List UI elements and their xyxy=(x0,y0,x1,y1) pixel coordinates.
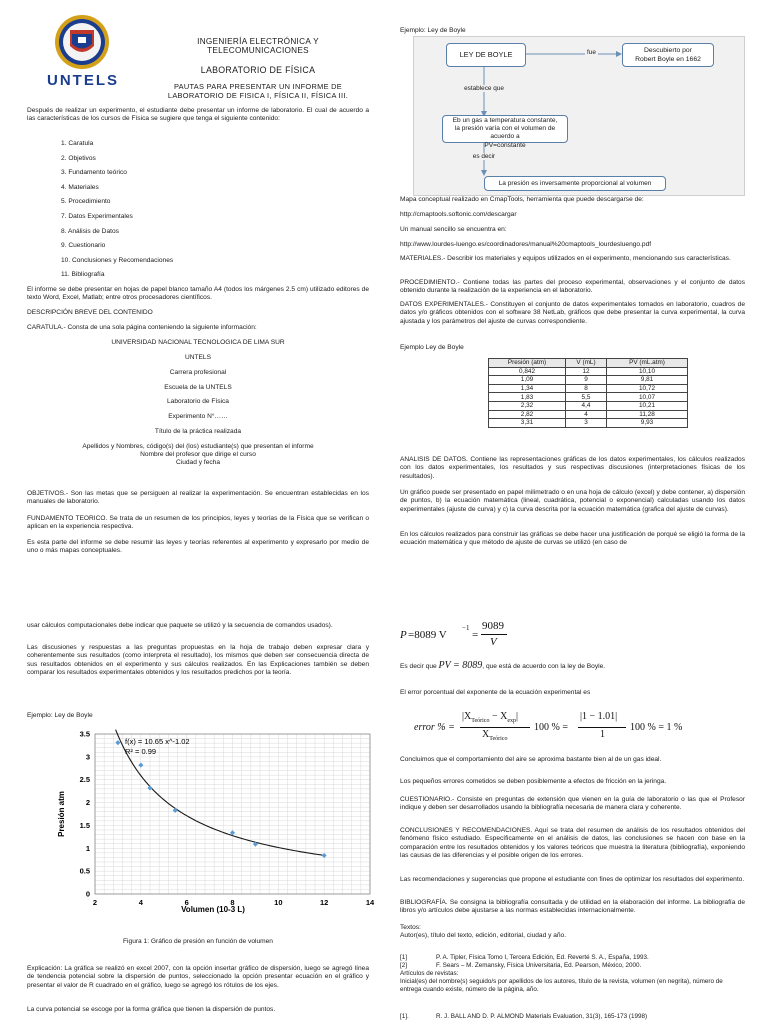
table-cell: 10,10 xyxy=(607,367,688,376)
header-line-2: TELECOMUNICACIONES xyxy=(207,46,309,55)
logo-wordmark: UNTELS xyxy=(47,72,119,89)
fundamento-paragraph: FUNDAMENTO TEORICO. Se trata de un resumen de los principios, leyes y teorías de la Física que se verifican o aplican en la experiencia respectiva. xyxy=(27,515,369,531)
data-point xyxy=(138,763,143,768)
map-node-descubierto xyxy=(622,43,714,67)
y-tick-label: 0 xyxy=(85,889,90,899)
format-paragraph: El informe se debe presentar en hojas de papel blanco tamaño A4 (todos los márgenes 2.5 cm) utilizado editores de texto Word, Excel, Matlab; entre otros procesadores científicos. xyxy=(27,286,369,302)
map-node-gas-line-2: la presión varía con el volumen de acuerdo a xyxy=(454,125,556,141)
err-end: 100 % = 1 % xyxy=(630,722,683,733)
err-num-s2: exp xyxy=(507,718,517,724)
chart-grid xyxy=(95,734,370,894)
caratula-paragraph: CARATULA.- Consta de una sola página conteniendo la siguiente información: xyxy=(27,324,257,331)
list-item: 3. Fundamento teórico xyxy=(61,169,127,177)
datos-paragraph: DATOS EXPERIMENTALES.- Constituyen el conjunto de datos experimentales tomados en laboratorio, cuadros de datos y/o gráficos obtenidos con el software 38 NetLab, gráficos que debe presentar la curva experimental, la curva ajustada y los parámetros del ajuste de curvas correspondiente. xyxy=(400,301,745,325)
untels-logo xyxy=(36,12,128,94)
y-tick-label: 2.5 xyxy=(79,775,90,785)
articulos-label: Artículos de revistas: xyxy=(400,970,459,977)
header-line-3: LABORATORIO DE FÍSICA xyxy=(200,65,316,75)
chart-xlabel: Volumen (10-3 L) xyxy=(181,905,245,914)
fundamento-paragraph-2: Es esta parte del informe se debe resumir las leyes y teorías referentes al experimento y expresarlo por medio de uno o más mapas conceptuales. xyxy=(27,539,369,555)
table-cell: 3,31 xyxy=(489,419,566,428)
table-header-cell: PV (mL.atm) xyxy=(607,359,688,368)
err-den-s: Teórico xyxy=(489,736,508,742)
conclusiones-paragraph: CONCLUSIONES Y RECOMENDACIONES. Aquí se trata del resumen de análisis de los resultados obtenidos del fenómeno físico estudiado. Específicamente en el análisis de datos, las conclusiones se hacen con base en la comparación entre los resultados obtenidos y los valores teóricos que muestra la literatura (bibliografía), exponiendo las causas de las diferencias y el posible origen de los errores. xyxy=(400,827,745,860)
table-row xyxy=(489,410,688,419)
table-cell: 5,5 xyxy=(566,393,607,402)
table-cell: 9,81 xyxy=(607,376,688,385)
list-item: 5. Procedimiento xyxy=(61,198,111,206)
err-num-mid: − X xyxy=(489,711,508,722)
recomendaciones-paragraph: Las recomendaciones y sugerencias que propone el estudiante con fines de optimizar los resultados del experimento. xyxy=(400,876,745,883)
equation-p xyxy=(400,619,600,649)
table-cell: 2,82 xyxy=(489,410,566,419)
cover-ciudad: Ciudad y fecha xyxy=(176,459,220,466)
intro-paragraph: Después de realizar un experimento, el estudiante debe presentar un informe de laboratorio. El cual de acuerdo a las características de los cursos de Física se sugiere que tenga el siguiente contenido: xyxy=(27,107,369,123)
chart-ylabel: Presión atm xyxy=(57,791,66,837)
error-equation xyxy=(400,708,745,744)
map-node-descubierto-line-2: Robert Boyle en 1662 xyxy=(635,55,701,63)
figure-caption: Figura 1: Gráfico de presión en función de volumen xyxy=(123,938,273,945)
table-cell: 12 xyxy=(566,367,607,376)
table-cell: 2,32 xyxy=(489,401,566,410)
table-header-row xyxy=(489,359,688,368)
cover-authors: Apellidos y Nombres, código(s) del (los) estudiante(s) que presentan el informe xyxy=(82,443,314,450)
header-line-4: PAUTAS PARA PRESENTAR UN INFORME DE xyxy=(173,82,343,91)
manual-paragraph: Un manual sencillo se encuentra en: xyxy=(400,226,507,233)
eq1-denominator: V xyxy=(490,636,497,648)
reference-2-number: [2] xyxy=(400,962,408,969)
table-cell: 0,842 xyxy=(489,367,566,376)
reference-1-number: [1] xyxy=(400,954,408,961)
map-node-ley: LEY DE BOYLE xyxy=(446,43,526,67)
es-decir-b: , que está de acuerdo con la ley de Boyle. xyxy=(482,663,606,670)
x-tick-label: 4 xyxy=(138,898,143,907)
cover-carrera: Carrera profesional xyxy=(169,369,227,376)
es-decir-equation: PV = 8089 xyxy=(438,660,483,671)
data-point xyxy=(173,808,178,813)
discusiones-paragraph: Las discusiones y respuestas a las preguntas propuestas en la hoja de trabajo deben expresar clara y coherentemente sus resultados (como interpreta el resultado), los mismos que deben ser consecuencia directa de sus resultados obtenidos en el experimento y sus cálculos realizados. En las Explicaciones también se deben comparar los resultados experimentales obtenidos y los resultados predichos por la teoría. xyxy=(27,644,369,677)
err-numerator xyxy=(462,711,518,724)
map-node-descubierto-line-1: Descubierto por xyxy=(644,47,692,54)
err-num-end: | xyxy=(516,711,519,722)
table-cell: 4,4 xyxy=(566,401,607,410)
table-header-cell: V (mL) xyxy=(566,359,607,368)
err-fraction-bar-2 xyxy=(578,727,626,728)
map-link-esdecir: es decir xyxy=(466,153,502,160)
x-tick-label: 12 xyxy=(319,898,329,907)
table-row xyxy=(489,419,688,428)
table-cell: 1,34 xyxy=(489,384,566,393)
header-line-1: INGENIERÍA ELECTRÓNICA Y xyxy=(197,37,319,46)
list-item: 4. Materiales xyxy=(61,183,99,191)
eq1-exp: −1 xyxy=(462,624,470,632)
reference-1: P. A. Tipler, Física Tomo I, Tercera Edición, Ed. Reverté S. A., España, 1993. xyxy=(436,954,649,961)
cover-experimento: Experimento N°…… xyxy=(168,413,228,420)
boyle-chart xyxy=(30,724,375,914)
header-line-5: LABORATORIO DE FISICA I, FÍSICA II, FÍSICA III. xyxy=(167,91,349,100)
list-item: 2. Objetivos xyxy=(61,154,96,162)
list-item: 7. Datos Experimentales xyxy=(61,212,133,220)
table-cell: 8 xyxy=(566,384,607,393)
err-num-s1: Teórico xyxy=(471,718,490,724)
manual-url: http://www.lourdes-luengo.es/coordinadores/manual%20cmaptools_lourdesluengo.pdf xyxy=(400,241,652,248)
err-mid: 100 % = xyxy=(534,722,568,733)
cmap-paragraph: Mapa conceptual realizado en CmapTools, herramienta que puede descargarse de: xyxy=(400,196,644,203)
table-cell: 1,83 xyxy=(489,393,566,402)
x-tick-label: 8 xyxy=(230,898,235,907)
eq1-mid: =8089 V xyxy=(408,629,447,641)
list-item: 9. Cuestionario xyxy=(61,242,106,250)
ejemplo-boyle-label: Ejemplo: Ley de Boyle xyxy=(400,27,466,34)
map-link-establece: establece que xyxy=(464,85,504,92)
es-decir-line xyxy=(400,662,745,671)
autor-format: Autor(es), título del texto, edición, editorial, ciudad y año. xyxy=(400,932,567,939)
boyle-data-table xyxy=(488,358,688,428)
y-tick-label: 0.5 xyxy=(79,866,90,876)
err-denominator xyxy=(482,729,507,742)
error-intro: El error porcentual del exponente de la ecuación experimental es xyxy=(400,689,591,696)
x-tick-label: 2 xyxy=(92,898,98,907)
eq1-lhs: P xyxy=(400,629,407,641)
cover-titulo: Título de la práctica realizada xyxy=(154,428,242,435)
eq1-fraction-bar xyxy=(481,634,507,635)
y-tick-label: 2 xyxy=(85,798,90,808)
data-point xyxy=(147,785,152,790)
table-cell: 9 xyxy=(566,376,607,385)
untels-crest-icon xyxy=(36,12,128,72)
materiales-paragraph: MATERIALES.- Describir los materiales y equipos utilizados en el experimento, mencionando sus características. xyxy=(400,255,731,262)
table-cell: 1,09 xyxy=(489,376,566,385)
err-num-a: |X xyxy=(462,711,472,722)
bibliografia-paragraph: BIBLIOGRAFÍA. Se consigna la bibliografía consultada y de utilidad en la elaboración del informe. La bibliografía de libros y/o artículos debe ajustarse a las normas establecidas internacionalmente. xyxy=(400,899,745,915)
table-cell: 10,21 xyxy=(607,401,688,410)
err-lhs: error % = xyxy=(414,722,455,733)
table-cell: 11,28 xyxy=(607,410,688,419)
eq1-numerator: 9089 xyxy=(482,620,504,632)
calculos-paragraph: En los cálculos realizados para construir las gráficas se debe hacer una justificación de porqué se eligió la forma de la ecuación matemática y que método de ajuste de curvas se utilizó (en caso de xyxy=(400,531,745,547)
err-denominator-2: 1 xyxy=(600,729,605,740)
cuestionario-paragraph: CUESTIONARIO.- Consiste en preguntas de extensión que vienen en la guía de laboratorio o las que el Profesor indique y deben ser desarrollados usando la bibliografía necesaria de manera clara y coherente. xyxy=(400,796,745,812)
curva-paragraph: La curva potencial se escoge por la forma gráfica que tienen la dispersión de puntos. xyxy=(27,1006,276,1013)
y-tick-label: 1 xyxy=(85,843,90,853)
list-item: 8. Análisis de Datos xyxy=(61,227,119,235)
table-row xyxy=(489,393,688,402)
procedimiento-paragraph: PROCEDIMIENTO.- Contiene todas las partes del proceso experimental, observaciones y el conjunto de datos obtenido durante la realización de la experiencia en el laboratorio. xyxy=(400,279,745,295)
cover-profesor: Nombre del profesor que dirige el curso xyxy=(140,451,256,458)
textos-label: Textos: xyxy=(400,924,421,931)
objetivos-paragraph: OBJETIVOS.- Son las metas que se persiguen al realizar la experimentación. Se encuentran establecidas en los manuales de laboratorio. xyxy=(27,490,369,506)
chart-r2-label: R² = 0.99 xyxy=(125,747,157,756)
cover-escuela: Escuela de la UNTELS xyxy=(164,384,232,391)
articulos-format: Inicial(es) del nombre(s) seguido/s por apellidos de los autores, título de la revista, volumen (en negrita), número de entrega cuando existe, número de la página, año. xyxy=(400,978,723,993)
map-node-inversa: La presión es inversamente proporcional al volumen xyxy=(484,176,666,191)
data-point xyxy=(115,740,120,745)
chart-points xyxy=(115,740,326,858)
table-cell: 10,07 xyxy=(607,393,688,402)
chart-equation-label: f(x) = 10.65 x^-1.02 xyxy=(125,737,190,746)
err-fraction-bar-1 xyxy=(460,727,530,728)
x-tick-label: 6 xyxy=(184,898,189,907)
table-row xyxy=(489,401,688,410)
y-tick-label: 3 xyxy=(85,752,90,762)
cover-laboratorio: Laboratorio de Física xyxy=(167,398,229,405)
table-cell: 9,93 xyxy=(607,419,688,428)
map-node-gas xyxy=(442,115,568,149)
table-row xyxy=(489,384,688,393)
y-tick-label: 3.5 xyxy=(79,729,90,739)
es-decir-a: Es decir que xyxy=(400,663,437,670)
map-link-fue: fue xyxy=(587,49,596,56)
grafico-paragraph: Un gráfico puede ser presentado en papel milimetrado o en una hoja de cálculo (excel) y debe contener, a) dispersión de puntos, b) la ecuación matemática (lineal, cuadrática, potencial o exponencial) calculadas usando los datos experimentales (ajuste de curva) y c) la curva descrita por la ecuación matemática (grafica del ajuste de curvas). xyxy=(400,489,745,513)
reference-3-number: [1]. xyxy=(400,1013,409,1020)
y-tick-label: 1.5 xyxy=(79,820,90,830)
list-item: 10. Conclusiones y Recomendaciones xyxy=(61,256,174,264)
explicacion-paragraph: Explicación: La gráfica se realizó en excel 2007, con la opción insertar gráfico de dispersión, luego se agregó línea de tendencia potencial sobre la dispersión de puntos, seleccionado la opción presentar ecuación en el gráfico y presentar el valor de R cuadrado en el gráfico, luego se agregó los rótulos de los ejes. xyxy=(27,965,369,989)
table-cell: 10,72 xyxy=(607,384,688,393)
contents-list xyxy=(61,140,311,286)
reference-2: F. Sears – M. Zemansky, Física Universitaria, Ed. Pearson, México, 2000. xyxy=(436,962,642,969)
reference-3: R. J. BALL AND D. P. ALMOND Materials Evaluation, 31(3), 165-173 (1998) xyxy=(436,1013,648,1020)
x-tick-label: 10 xyxy=(274,898,283,907)
table-cell: 4 xyxy=(566,410,607,419)
list-item: 11. Bibliografía xyxy=(61,271,105,279)
pequenos-paragraph: Los pequeños errores cometidos se deben posiblemente a efectos de fricción en la jeringa. xyxy=(400,778,667,785)
table-header-cell: Presión (atm) xyxy=(489,359,566,368)
table-cell: 3 xyxy=(566,419,607,428)
list-item: 1. Caratula xyxy=(61,140,94,147)
cmap-url: http://cmaptools.softonic.com/descargar xyxy=(400,211,517,218)
table-row xyxy=(489,376,688,385)
map-node-gas-line-3: PV=constante xyxy=(484,141,526,149)
concept-map xyxy=(413,36,745,196)
eq1-equals: = xyxy=(472,629,479,641)
cover-university: UNIVERSIDAD NACIONAL TECNOLOGICA DE LIMA SUR xyxy=(111,339,285,346)
analisis-paragraph: ANALISIS DE DATOS. Contiene las representaciones gráficas de los datos experimentales, los cálculos realizados con los datos experimentales, los resultados y sus respectivas discusiones (interpretaciones físicas de los resultados). xyxy=(400,456,745,480)
ejemplo-boyle-table-label: Ejemplo Ley de Boyle xyxy=(400,344,464,351)
cover-untels: UNTELS xyxy=(184,354,211,361)
table-row xyxy=(489,367,688,376)
err-den-a: X xyxy=(482,729,490,740)
err-numerator-2: |1 − 1.01| xyxy=(580,711,618,722)
concluimos-paragraph: Concluimos que el comportamiento del aire se aproxima bastante bien al de un gas ideal. xyxy=(400,756,662,763)
x-tick-label: 14 xyxy=(365,898,375,907)
ejemplo-graph-label: Ejemplo: Ley de Boyle xyxy=(27,712,93,719)
description-heading: DESCRIPCIÓN BREVE DEL CONTENIDO xyxy=(27,309,153,316)
usar-paragraph: usar cálculos computacionales debe indicar que paquete se utilizó y la secuencia de comandos usados). xyxy=(27,622,333,629)
map-node-gas-line-1: Eb un gas a temperatura constante, xyxy=(452,117,558,124)
